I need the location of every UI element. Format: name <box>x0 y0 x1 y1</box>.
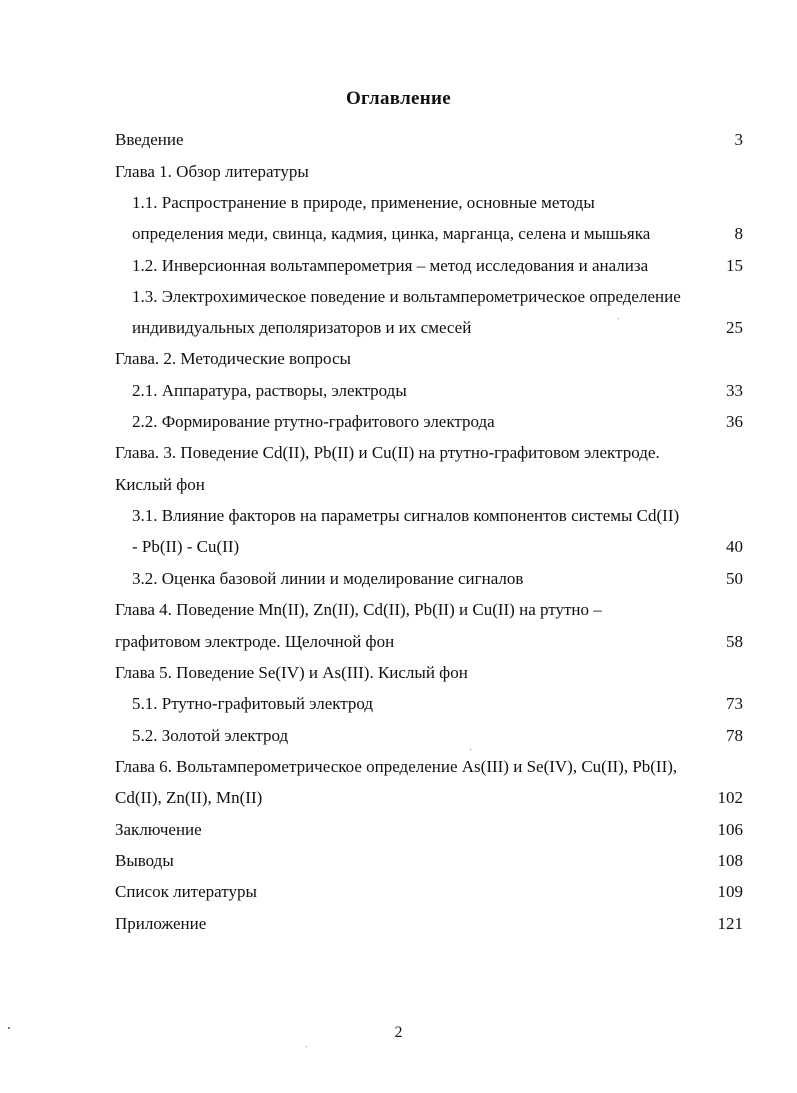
toc-entry-references: Список литературы <box>115 882 257 901</box>
toc-page-section-5-1: 73 <box>726 694 743 713</box>
toc-page-section-1-3: 25 <box>726 318 743 337</box>
scan-speck <box>8 1027 10 1029</box>
toc-entry-section-5-2: 5.2. Золотой электрод <box>132 726 289 745</box>
scan-speck <box>306 1046 307 1047</box>
toc-page-introduction: 3 <box>734 130 743 149</box>
toc-entry-chapter-6: Глава 6. Вольтамперометрическое определение As(III) и Se(IV), Cu(II), Pb(II), <box>115 757 678 776</box>
toc-entry-section-3-2: 3.2. Оценка базовой линии и моделирование сигналов <box>132 569 524 588</box>
toc-entry-conclusion: Заключение <box>115 820 202 839</box>
toc-entry-section-5-1: 5.1. Ртутно-графитовый электрод <box>132 694 374 713</box>
toc-page-section-1-1: 8 <box>734 224 743 243</box>
page-number: 2 <box>394 1024 403 1041</box>
toc-entry-chapter-4-cont: графитовом электроде. Щелочной фон <box>115 632 395 651</box>
scan-speck <box>618 318 619 319</box>
toc-title: Оглавление <box>345 88 452 109</box>
toc-page-section-3-1: 40 <box>726 537 743 556</box>
toc-page-section-2-1: 33 <box>726 381 743 400</box>
toc-entry-findings: Выводы <box>115 851 174 870</box>
toc-entry-appendix: Приложение <box>115 914 207 933</box>
toc-page-section-5-2: 78 <box>726 726 743 745</box>
toc-page-references: 109 <box>717 882 743 901</box>
toc-page-section-3-2: 50 <box>726 569 743 588</box>
scan-speck <box>470 749 471 750</box>
toc-entry-section-1-2: 1.2. Инверсионная вольтамперометрия – метод исследования и анализа <box>132 256 649 275</box>
toc-entry-chapter-3: Глава. 3. Поведение Cd(II), Pb(II) и Cu(II) на ртутно-графитовом электроде. <box>115 443 660 462</box>
toc-entry-chapter-4: Глава 4. Поведение Mn(II), Zn(II), Cd(II), Pb(II) и Cu(II) на ртутно – <box>115 600 602 619</box>
toc-entry-section-1-1: 1.1. Распространение в природе, применение, основные методы <box>132 193 595 212</box>
toc-page-section-2-2: 36 <box>726 412 743 431</box>
toc-entry-chapter-5: Глава 5. Поведение Se(IV) и As(III). Кислый фон <box>115 663 468 682</box>
toc-page-conclusion: 106 <box>717 820 743 839</box>
toc-entry-chapter-6-cont: Cd(II), Zn(II), Mn(II) <box>115 788 263 807</box>
toc-page-appendix: 121 <box>717 914 743 933</box>
toc-entry-section-2-1: 2.1. Аппаратура, растворы, электроды <box>132 381 407 400</box>
toc-page-chapter-4: 58 <box>726 632 743 651</box>
toc-entry-chapter-1: Глава 1. Обзор литературы <box>115 162 309 181</box>
toc-entry-section-1-3-cont: индивидуальных деполяризаторов и их смесей <box>132 318 472 337</box>
toc-entry-introduction: Введение <box>115 130 184 149</box>
toc-page-section-1-2: 15 <box>726 256 743 275</box>
toc-page-chapter-6: 102 <box>717 788 743 807</box>
toc-entry-chapter-3-cont: Кислый фон <box>115 475 205 494</box>
toc-entry-chapter-2: Глава. 2. Методические вопросы <box>115 349 351 368</box>
toc-entry-section-3-1: 3.1. Влияние факторов на параметры сигналов компонентов системы Cd(II) <box>132 506 680 525</box>
toc-entry-section-1-1-cont: определения меди, свинца, кадмия, цинка, марганца, селена и мышьяка <box>132 224 651 243</box>
toc-page-findings: 108 <box>717 851 743 870</box>
toc-entry-section-2-2: 2.2. Формирование ртутно-графитового электрода <box>132 412 495 431</box>
toc-entry-section-3-1-cont: - Pb(II) - Cu(II) <box>132 537 240 556</box>
toc-entry-section-1-3: 1.3. Электрохимическое поведение и вольтамперометрическое определение <box>132 287 681 306</box>
